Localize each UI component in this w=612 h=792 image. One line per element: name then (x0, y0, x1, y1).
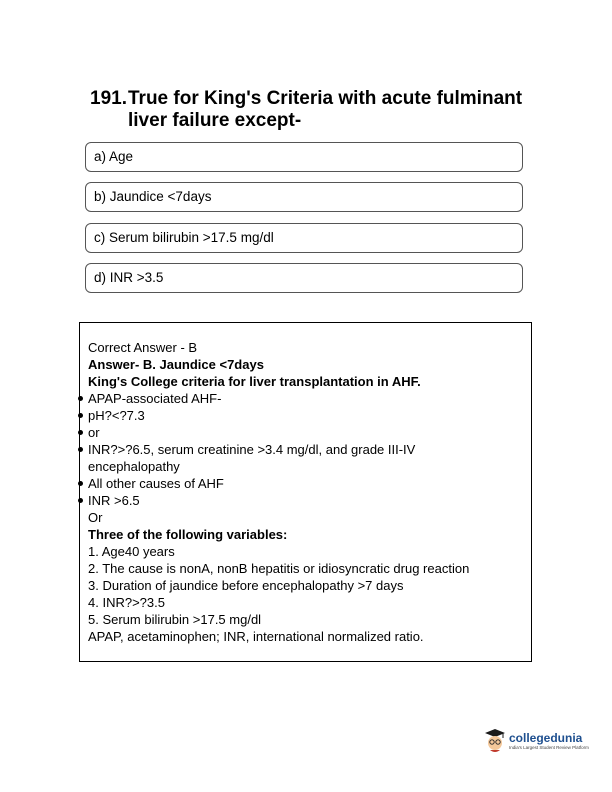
variable-item: 4. INR?>?3.5 (88, 595, 165, 610)
list-item: pH?<?7.3 (88, 407, 531, 424)
variable-item: 5. Serum bilirubin >17.5 mg/dl (88, 612, 262, 627)
option-d[interactable]: d) INR >3.5 (85, 263, 523, 293)
list-item: INR >6.5 (88, 492, 531, 509)
logo-tagline: India's Largest Student Review Platform (509, 744, 589, 750)
list-item: All other causes of AHF (88, 475, 531, 492)
answer-line: Answer- B. Jaundice <7days (88, 357, 264, 372)
footnote: APAP, acetaminophen; INR, international normalized ratio. (88, 629, 424, 644)
list-item: INR?>?6.5, serum creatinine >3.4 mg/dl, and grade III-IV (88, 441, 531, 458)
correct-answer: Correct Answer - B (88, 340, 198, 355)
or-text: Or (88, 510, 103, 525)
option-a[interactable]: a) Age (85, 142, 523, 172)
variable-item: 2. The cause is nonA, nonB hepatitis or idiosyncratic drug reaction (88, 561, 470, 576)
question-number: 191. (90, 88, 127, 109)
collegedunia-logo (484, 728, 589, 754)
list-item-continuation: encephalopathy (88, 459, 180, 474)
question (90, 88, 530, 132)
mascot-icon (484, 728, 506, 754)
option-b[interactable]: b) Jaundice <7days (85, 182, 523, 212)
variables-heading: Three of the following variables: (88, 527, 288, 542)
answer-explanation (79, 322, 532, 662)
list-item: or (88, 424, 531, 441)
option-c[interactable]: c) Serum bilirubin >17.5 mg/dl (85, 223, 523, 253)
variable-item: 1. Age40 years (88, 544, 175, 559)
list-item: APAP-associated AHF- (88, 390, 531, 407)
variable-item: 3. Duration of jaundice before encephalopathy >7 days (88, 578, 404, 593)
criteria-heading: King's College criteria for liver transplantation in AHF. (88, 374, 421, 389)
logo-name: collegedunia (509, 730, 583, 745)
question-text: True for King's Criteria with acute fulminant liver failure except- (128, 88, 523, 131)
